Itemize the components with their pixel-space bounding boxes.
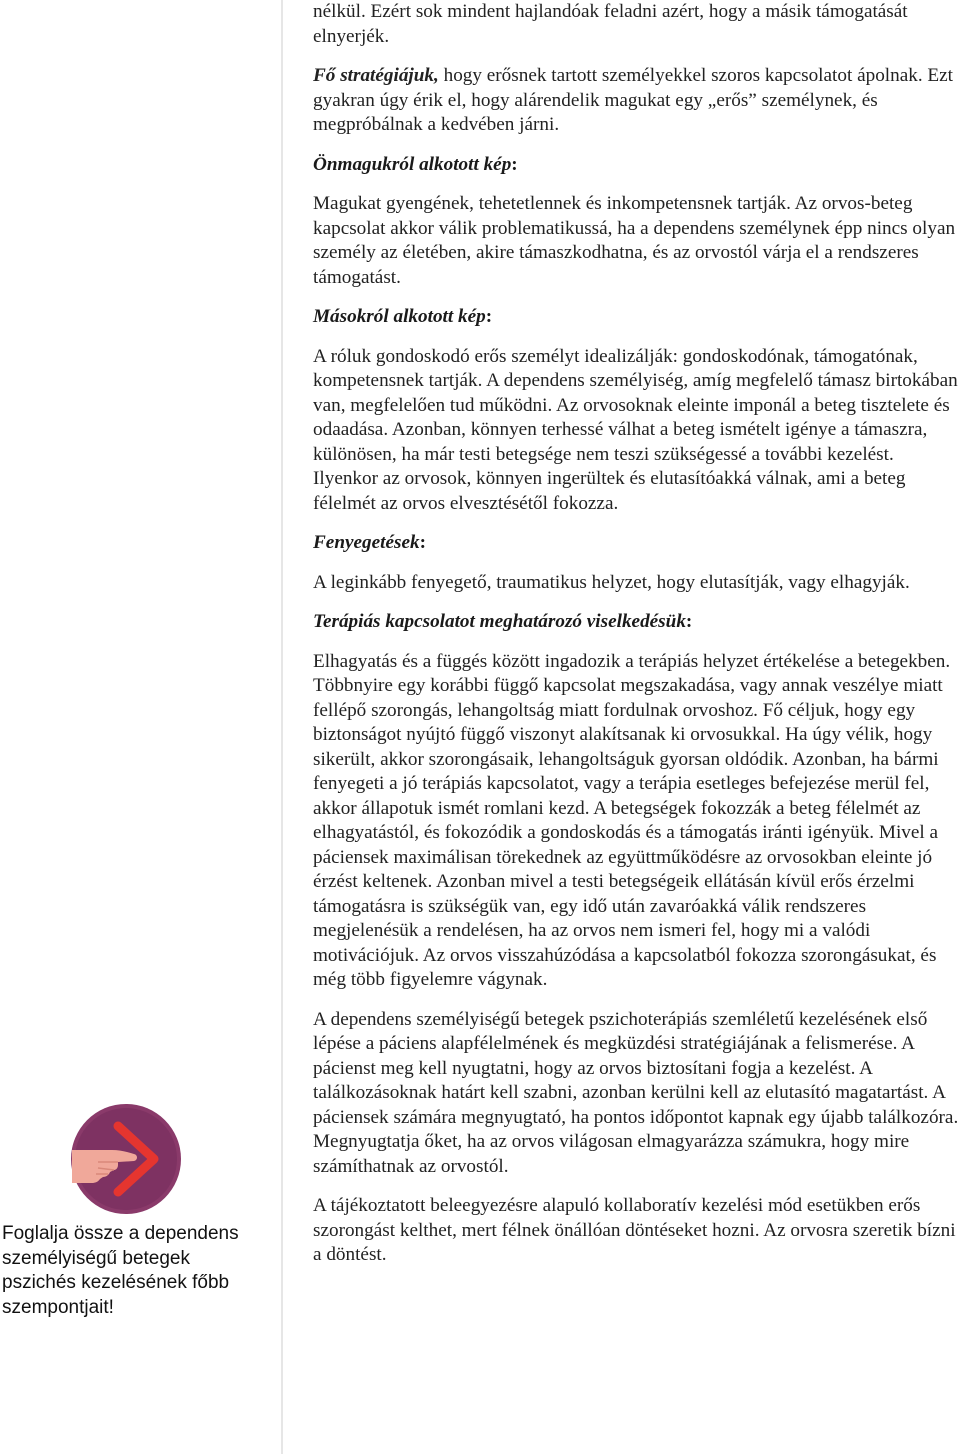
paragraph-3: Magukat gyengének, tehetetlennek és inkompetensnek tartják. Az orvos-beteg kapcsolat akkor válik problematikussá, ha a dependens személynek épp nincs olyan személy az életében, akire támaszkodhatna, és az orvostól várja el a rendszeres támogatást.	[313, 193, 956, 288]
heading-threats-text: Fenyegetések	[313, 532, 420, 553]
paragraph-5: A leginkább fenyegető, traumatikus helyzet, hogy elutasítják, vagy elhagyják.	[313, 571, 910, 593]
heading-threats: Fenyegetések:	[313, 532, 426, 553]
paragraph-8: A tájékoztatott beleegyezésre alapuló kollaboratív kezelési mód esetükben erős szorongást kelthet, mert félnek önállóan döntéseket hozni. Az orvosra szeretik bízni a döntést.	[313, 1195, 956, 1265]
paragraph-6: Elhagyatás és a függés között ingadozik a terápiás helyzet értékelése a betegekben. Többnyire egy korábbi függő kapcsolat megszakadása, vagy annak veszélye miatt fellépő szorongás, lehangoltság miatt fordulnak orvoshoz. Fő céljuk, hogy egy biztonságot nyújtó függő viszonyt alakítsanak ki orvosukkal. Ha úgy vélik, hogy sikerült, akkor szorongásaik, lehangoltságuk gyorsan oldódik. Azonban, ha bármi fenyegeti a jó terápiás kapcsolatot, vagy a terápia esetleges befejezése merül fel, akkor állapotuk ismét romlani kezd. A betegségek fokozzák a beteg félelmét az elhagyatástól, és fokozódik a gondoskodás és a támogatás iránti igényük. Mivel a páciensek maximálisan törekednek az együttműködésre az orvosokban eleinte jó érzést keltenek. Azonban mivel a testi betegségeik ellátásán kívül erős érzelmi támogatásra is szükségük van, egy idő után zavaróakká válik rendszeres megjelenésük a rendelésen, ha az orvos nem ismeri fel, hogy mi a valódi motivációjuk. Az orvos visszahúzódása a kapcsolatból fokozza szorongásukat, és még több figyelemre vágynak.	[313, 650, 951, 990]
heading-self-image-text: Önmagukról alkotott kép	[313, 153, 512, 175]
heading-therapeutic-behavior: Terápiás kapcsolatot meghatározó viselkedésük:	[313, 611, 693, 632]
paragraph-2-rest: hogy erősnek tartott személyekkel szoros kapcsolatot ápolnak. Ezt gyakran úgy érik el, hogy alárendelik magukat egy „erős” személynek, és megpróbálnak a kedvében járni.	[313, 65, 953, 135]
paragraph-2	[313, 64, 960, 138]
paragraph-4: A róluk gondoskodó erős személyt idealizálják: gondoskodónak, támogatónak, kompetensnek tartják. A dependens személyiség, amíg megfelelő támasz birtokában van, megfelelően tud működni. Az orvosoknak eleinte imponál a beteg tisztelete és odaadása. Azonban, könnyen terhessé válhat a beteg ismételt igénye a támaszra, különösen, ha már testi betegsége nem teszi szükségessé a további kezelést. Ilyenkor az orvosok, könnyen ingerültek és elutasítóakká válnak, ami a beteg félelmét az orvos elvesztésétől fokozza.	[313, 345, 958, 514]
hand-pointing-arrow-icon	[68, 1102, 184, 1216]
task-note: Foglalja össze a dependens személyiségű betegek pszichés kezelésének főbb szempontjait!	[2, 1223, 239, 1318]
column-divider	[281, 0, 283, 1454]
heading-self-image: Önmagukról alkotott kép:	[313, 153, 518, 175]
heading-others-image: Másokról alkotott kép:	[313, 306, 493, 327]
main-text	[313, 0, 960, 1268]
heading-therapeutic-behavior-text: Terápiás kapcsolatot meghatározó viselkedésük	[313, 611, 686, 632]
paragraph-2-lead: Fő stratégiájuk,	[313, 65, 439, 86]
paragraph-7: A dependens személyiségű betegek pszichoterápiás szemléletű kezelésének első lépése a páciens alapfélelmének és megküzdési stratégiájának a felismerése. A pácienst meg kell nyugtatni, hogy az orvos biztosítani fogja a kezelést. A találkozásoknak határt kell szabni, azonban kerülni kell az elutasító magatartást. A páciensek számára megnyugtató, ha pontos időpontot kapnak egy újabb találkozóra. Megnyugtatja őket, ha az orvos világosan elmagyarázza számukra, hogy mire számíthatnak az orvostól.	[313, 1008, 959, 1177]
heading-others-image-text: Másokról alkotott kép	[313, 306, 486, 327]
sidebar	[0, 0, 282, 1454]
paragraph-1: nélkül. Ezért sok mindent hajlandóak feladni azért, hogy a másik támogatását elnyerjék.	[313, 1, 908, 47]
